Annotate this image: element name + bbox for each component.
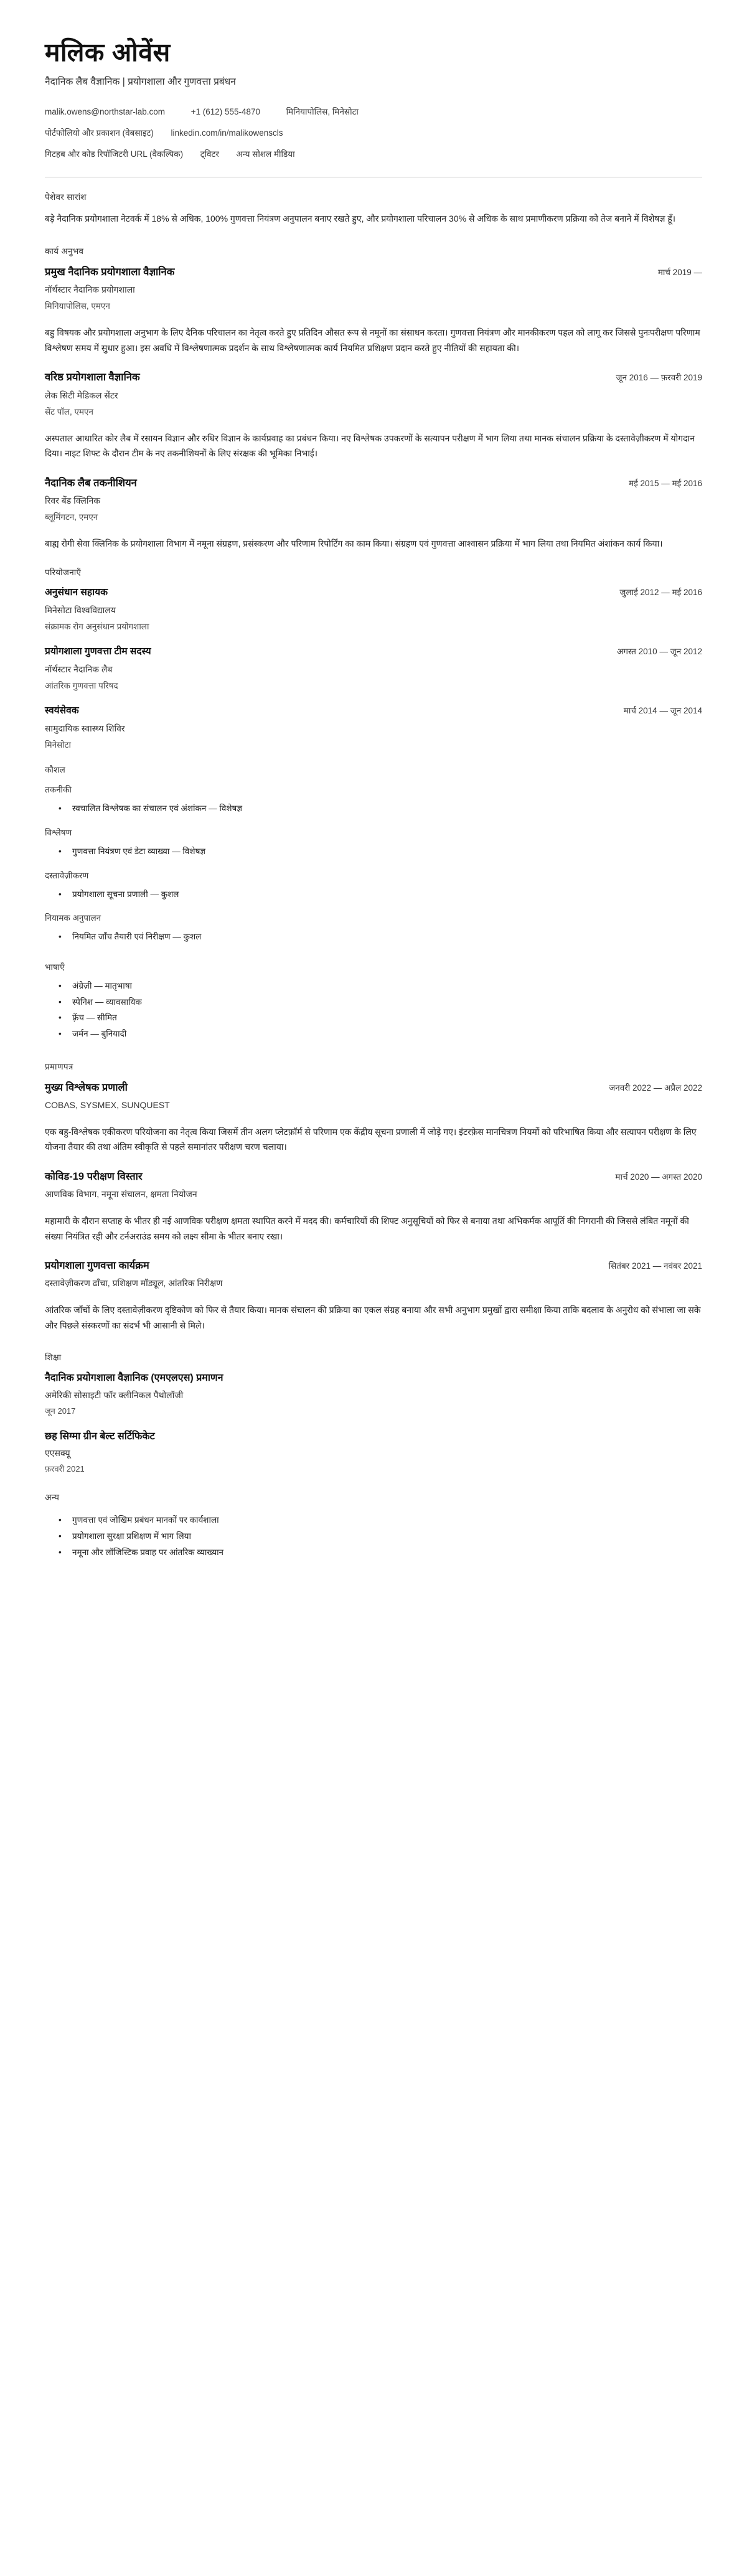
entry-header bbox=[45, 1081, 702, 1094]
entry-header bbox=[45, 1259, 702, 1272]
education-title: छह सिग्मा ग्रीन बेल्ट सर्टिफिकेट bbox=[45, 1431, 155, 1442]
skill-list bbox=[45, 886, 702, 903]
project-dates: अगस्त 2010 — जून 2012 bbox=[617, 647, 702, 657]
project-title: प्रयोगशाला गुणवत्ता टीम सदस्य bbox=[45, 646, 151, 657]
job-description: अस्पताल आधारित कोर लैब में रसायन विज्ञान और रुधिर विज्ञान के कार्यप्रवाह का प्रबंधन किया। नए विश्लेषक उपकरणों के सत्यापन परीक्षण में भाग लिया तथा मानक संचालन प्रक्रिया के दस्तावेज़ीकरण में योगदान दिया। नाइट शिफ्ट के दौरान टीम के नए तकनीशियनों के लिए संरक्षक की भूमिका निभाई। bbox=[45, 433, 695, 459]
job-title: वरिष्ठ प्रयोगशाला वैज्ञानिक bbox=[45, 372, 140, 383]
certification-description: आंतरिक जाँचों के लिए दस्तावेज़ीकरण दृष्टिकोण को फिर से तैयार किया। मानक संचालन की प्रक्रिया का एकल संग्रह बनाया और सभी अनुभाग प्रमुखों द्वारा समीक्षा किया ताकि बदलाव के अनुरोध को संभाला जा सके और पिछले संस्करणों का संदर्भ भी आसानी से मिले। bbox=[45, 1305, 701, 1330]
certification-entry bbox=[45, 1081, 702, 1155]
github-link[interactable]: गिटहब और कोड रिपॉजिटरी URL (वैकल्पिक) bbox=[45, 149, 184, 159]
project-organization: सामुदायिक स्वास्थ्य शिविर bbox=[45, 723, 125, 734]
languages-block bbox=[45, 961, 702, 1042]
experience-section-title: कार्य अनुभव bbox=[45, 246, 84, 256]
certification-title: प्रयोगशाला गुणवत्ता कार्यक्रम bbox=[45, 1260, 149, 1272]
linkedin-link[interactable]: linkedin.com/in/malikowenscls bbox=[171, 128, 283, 138]
job-location: सेंट पॉल, एमएन bbox=[45, 407, 93, 416]
section-education bbox=[45, 1351, 702, 1560]
skill-group-name: विश्लेषण bbox=[45, 828, 72, 838]
project-title: स्वयंसेवक bbox=[45, 705, 79, 717]
job-description: बहु विषयक और प्रयोगशाला अनुभाग के लिए दैनिक परिचालन का नेतृत्व करते हुए प्रतिदिन औसत रूप से नमूनों का संसाधन करता। गुणवत्ता नियंत्रण और मानकीकरण पहल को लागू कर जिससे पुनःपरीक्षण परिणाम विश्लेषण समय में सुधार हुआ। इस अवधि में विश्लेषणात्मक प्रदर्शन के साथ विश्लेषणात्मक कार्य नियमित प्रशिक्षण प्रदान करते हुए नीतियों की सहायता की। bbox=[45, 327, 700, 353]
entry-header bbox=[45, 265, 702, 279]
location-text: मिनियापोलिस, मिनेसोटा bbox=[286, 106, 359, 116]
section-skills bbox=[45, 764, 702, 1041]
education-organization: एएसक्यू bbox=[45, 1448, 70, 1459]
section-summary bbox=[45, 191, 702, 227]
job-location: ब्लूमिंगटन, एमएन bbox=[45, 512, 98, 522]
extras-item: • गुणवत्ता एवं जोखिम प्रबंधन मानकों पर कार्यशाला bbox=[59, 1512, 702, 1528]
project-detail: संक्रामक रोग अनुसंधान प्रयोगशाला bbox=[45, 621, 149, 631]
certification-entry bbox=[45, 1170, 702, 1244]
job-dates: जून 2016 — फ़रवरी 2019 bbox=[616, 373, 702, 383]
skill-group bbox=[45, 912, 702, 945]
phone-text[interactable]: +1 (612) 555-4870 bbox=[190, 106, 261, 116]
portfolio-link[interactable]: पोर्टफोलियो और प्रकाशन (वेबसाइट) bbox=[45, 128, 154, 138]
education-entry bbox=[45, 1430, 702, 1475]
project-dates: मार्च 2014 — जून 2014 bbox=[623, 706, 702, 716]
skill-group-name: दस्तावेज़ीकरण bbox=[45, 870, 89, 880]
education-title: नैदानिक प्रयोगशाला वैज्ञानिक (एमएलएस) प्रमाणन bbox=[45, 1373, 223, 1384]
job-dates: मार्च 2019 — bbox=[657, 267, 702, 277]
certification-title: मुख्य विश्लेषक प्रणाली bbox=[45, 1081, 128, 1093]
job-organization: नॉर्थस्टार नैदानिक प्रयोगशाला bbox=[45, 284, 135, 295]
education-year: फ़रवरी 2021 bbox=[45, 1464, 85, 1474]
education-organization: अमेरिकी सोसाइटी फॉर क्लीनिकल पैथोलॉजी bbox=[45, 1389, 184, 1400]
education-entry bbox=[45, 1371, 702, 1416]
project-detail: मिनेसोटा bbox=[45, 740, 71, 750]
project-entry bbox=[45, 705, 702, 751]
education-year: जून 2017 bbox=[45, 1406, 76, 1416]
job-description: बाह्य रोगी सेवा क्लिनिक के प्रयोगशाला विभाग में नमूना संग्रहण, प्रसंस्करण और परिणाम रिपोर्टिंग का काम किया। संग्रहण एवं गुणवत्ता आश्वासन प्रक्रिया में भाग लिया तथा नियमित अंशांकन कार्य किया। bbox=[45, 538, 663, 549]
certification-dates: जनवरी 2022 — अप्रैल 2022 bbox=[609, 1083, 702, 1093]
entry-header bbox=[45, 705, 702, 718]
skill-item: • स्वचालित विश्लेषक का संचालन एवं अंशांकन — विशेषज्ञ bbox=[59, 801, 702, 817]
certification-systems: आणविक विभाग, नमूना संचालन, क्षमता नियोजन bbox=[45, 1189, 197, 1200]
certification-description: एक बहु-विश्लेषक एकीकरण परियोजना का नेतृत्व किया जिसमें तीन अलग प्लेटफ़ॉर्म से परिणाम एक केंद्रीय सूचना प्रणाली में जोड़े गए। इंटरफ़ेस मानचित्रण नियमों को परिभाषित किया और सत्यापन परीक्षण के लिए योजना तैयार की तथा अंतिम स्वीकृति से पहले समानांतर परीक्षण चरण चलाया। bbox=[45, 1126, 697, 1152]
entry-header bbox=[45, 370, 702, 384]
education-section-title: शिक्षा bbox=[45, 1353, 62, 1363]
entry-header bbox=[45, 1170, 702, 1183]
project-dates: जुलाई 2012 — मई 2016 bbox=[619, 587, 702, 597]
skill-list bbox=[45, 801, 702, 817]
entry-header bbox=[45, 586, 702, 599]
certification-dates: सितंबर 2021 — नवंबर 2021 bbox=[608, 1261, 702, 1271]
job-organization: रिवर बेंड क्लिनिक bbox=[45, 496, 101, 506]
skill-list bbox=[45, 844, 702, 860]
languages-list bbox=[45, 978, 702, 1042]
experience-entry bbox=[45, 476, 702, 552]
entry-header bbox=[45, 646, 702, 659]
certification-systems: COBAS, SYSMEX, SUNQUEST bbox=[45, 1099, 170, 1110]
job-title: प्रमुख नैदानिक प्रयोगशाला वैज्ञानिक bbox=[45, 266, 175, 278]
projects-section-title: परियोजनाएँ bbox=[45, 567, 82, 577]
experience-entry bbox=[45, 265, 702, 356]
skills-section-title: कौशल bbox=[45, 765, 66, 775]
extras-title: अन्य bbox=[45, 1492, 59, 1503]
language-item: • स्पेनिश — व्यावसायिक bbox=[59, 994, 702, 1010]
language-item: • अंग्रेज़ी — मातृभाषा bbox=[59, 978, 702, 994]
job-title: नैदानिक लैब तकनीशियन bbox=[45, 477, 137, 489]
summary-section-title: पेशेवर सारांश bbox=[45, 192, 87, 202]
skill-group bbox=[45, 870, 702, 903]
extras-list bbox=[45, 1512, 702, 1560]
skill-item: • नियमित जाँच तैयारी एवं निरीक्षण — कुशल bbox=[59, 929, 702, 945]
other-social-link[interactable]: अन्य सोशल मीडिया bbox=[236, 149, 295, 159]
skill-group bbox=[45, 827, 702, 860]
contact-row-3 bbox=[45, 148, 702, 161]
certification-systems: दस्तावेज़ीकरण ढाँचा, प्रशिक्षण मॉड्यूल, आंतरिक निरीक्षण bbox=[45, 1278, 223, 1289]
section-projects bbox=[45, 566, 702, 752]
project-organization: नॉर्थस्टार नैदानिक लैब bbox=[45, 664, 113, 674]
contact-row-2 bbox=[45, 127, 702, 139]
language-item: • जर्मन — बुनियादी bbox=[59, 1026, 702, 1042]
skill-group-name: नियामक अनुपालन bbox=[45, 913, 101, 923]
project-detail: आंतरिक गुणवत्ता परिषद bbox=[45, 680, 118, 690]
certification-description: महामारी के दौरान सप्ताह के भीतर ही नई आणविक परीक्षण क्षमता स्थापित करने में मदद की। कर्मचारियों की शिफ्ट अनुसूचियों को फिर से बनाया तथा अभिकर्मक आपूर्ति की निगरानी की जिससे लंबित नमूनों की संख्या नियंत्रित रही और टर्नअराउंड समय को लक्ष्य सीमा के भीतर बनाए रखा। bbox=[45, 1216, 689, 1241]
twitter-link[interactable]: ट्विटर bbox=[200, 149, 219, 159]
skill-group-name: तकनीकी bbox=[45, 785, 72, 795]
skill-item: • प्रयोगशाला सूचना प्रणाली — कुशल bbox=[59, 886, 702, 903]
section-experience bbox=[45, 245, 702, 552]
contact-row-1 bbox=[45, 106, 702, 118]
email-text[interactable]: malik.owens@northstar-lab.com bbox=[45, 106, 166, 116]
project-title: अनुसंधान सहायक bbox=[45, 586, 108, 598]
job-location: मिनियापोलिस, एमएन bbox=[45, 301, 110, 311]
section-certifications bbox=[45, 1061, 702, 1333]
job-dates: मई 2015 — मई 2016 bbox=[629, 478, 702, 488]
project-organization: मिनेसोटा विश्वविद्यालय bbox=[45, 604, 116, 615]
certifications-section-title: प्रमाणपत्र bbox=[45, 1061, 73, 1071]
project-entry bbox=[45, 646, 702, 692]
certification-title: कोविड-19 परीक्षण विस्तार bbox=[45, 1170, 143, 1182]
page-title: मलिक ओवेंस bbox=[45, 38, 171, 67]
skill-group bbox=[45, 784, 702, 817]
experience-entry bbox=[45, 370, 702, 461]
languages-title: भाषाएँ bbox=[45, 962, 65, 972]
summary-text: बड़े नैदानिक प्रयोगशाला नेटवर्क में 18% से अधिक, 100% गुणवत्ता नियंत्रण अनुपालन बनाए रखते हुए, और प्रयोगशाला परिचालन 30% से अधिक के साथ प्रमाणीकरण प्रक्रिया को तेज बनाने में विशेषज्ञ हूँ। bbox=[45, 214, 676, 224]
project-entry bbox=[45, 586, 702, 633]
extras-item: • नमूना और लॉजिस्टिक प्रवाह पर आंतरिक व्याख्यान bbox=[59, 1544, 702, 1561]
resume-header bbox=[45, 39, 702, 161]
job-organization: लेक सिटी मेडिकल सेंटर bbox=[45, 390, 118, 400]
skill-item: • गुणवत्ता नियंत्रण एवं डेटा व्याख्या — विशेषज्ञ bbox=[59, 844, 702, 860]
language-item: • फ़्रेंच — सीमित bbox=[59, 1010, 702, 1026]
certification-dates: मार्च 2020 — अगस्त 2020 bbox=[615, 1172, 702, 1182]
professional-headline: नैदानिक लैब वैज्ञानिक | प्रयोगशाला और गुणवत्ता प्रबंधन bbox=[45, 77, 236, 88]
certification-entry bbox=[45, 1259, 702, 1333]
extras-item: • प्रयोगशाला सुरक्षा प्रशिक्षण में भाग लिया bbox=[59, 1528, 702, 1544]
skill-list bbox=[45, 929, 702, 945]
entry-header bbox=[45, 476, 702, 490]
